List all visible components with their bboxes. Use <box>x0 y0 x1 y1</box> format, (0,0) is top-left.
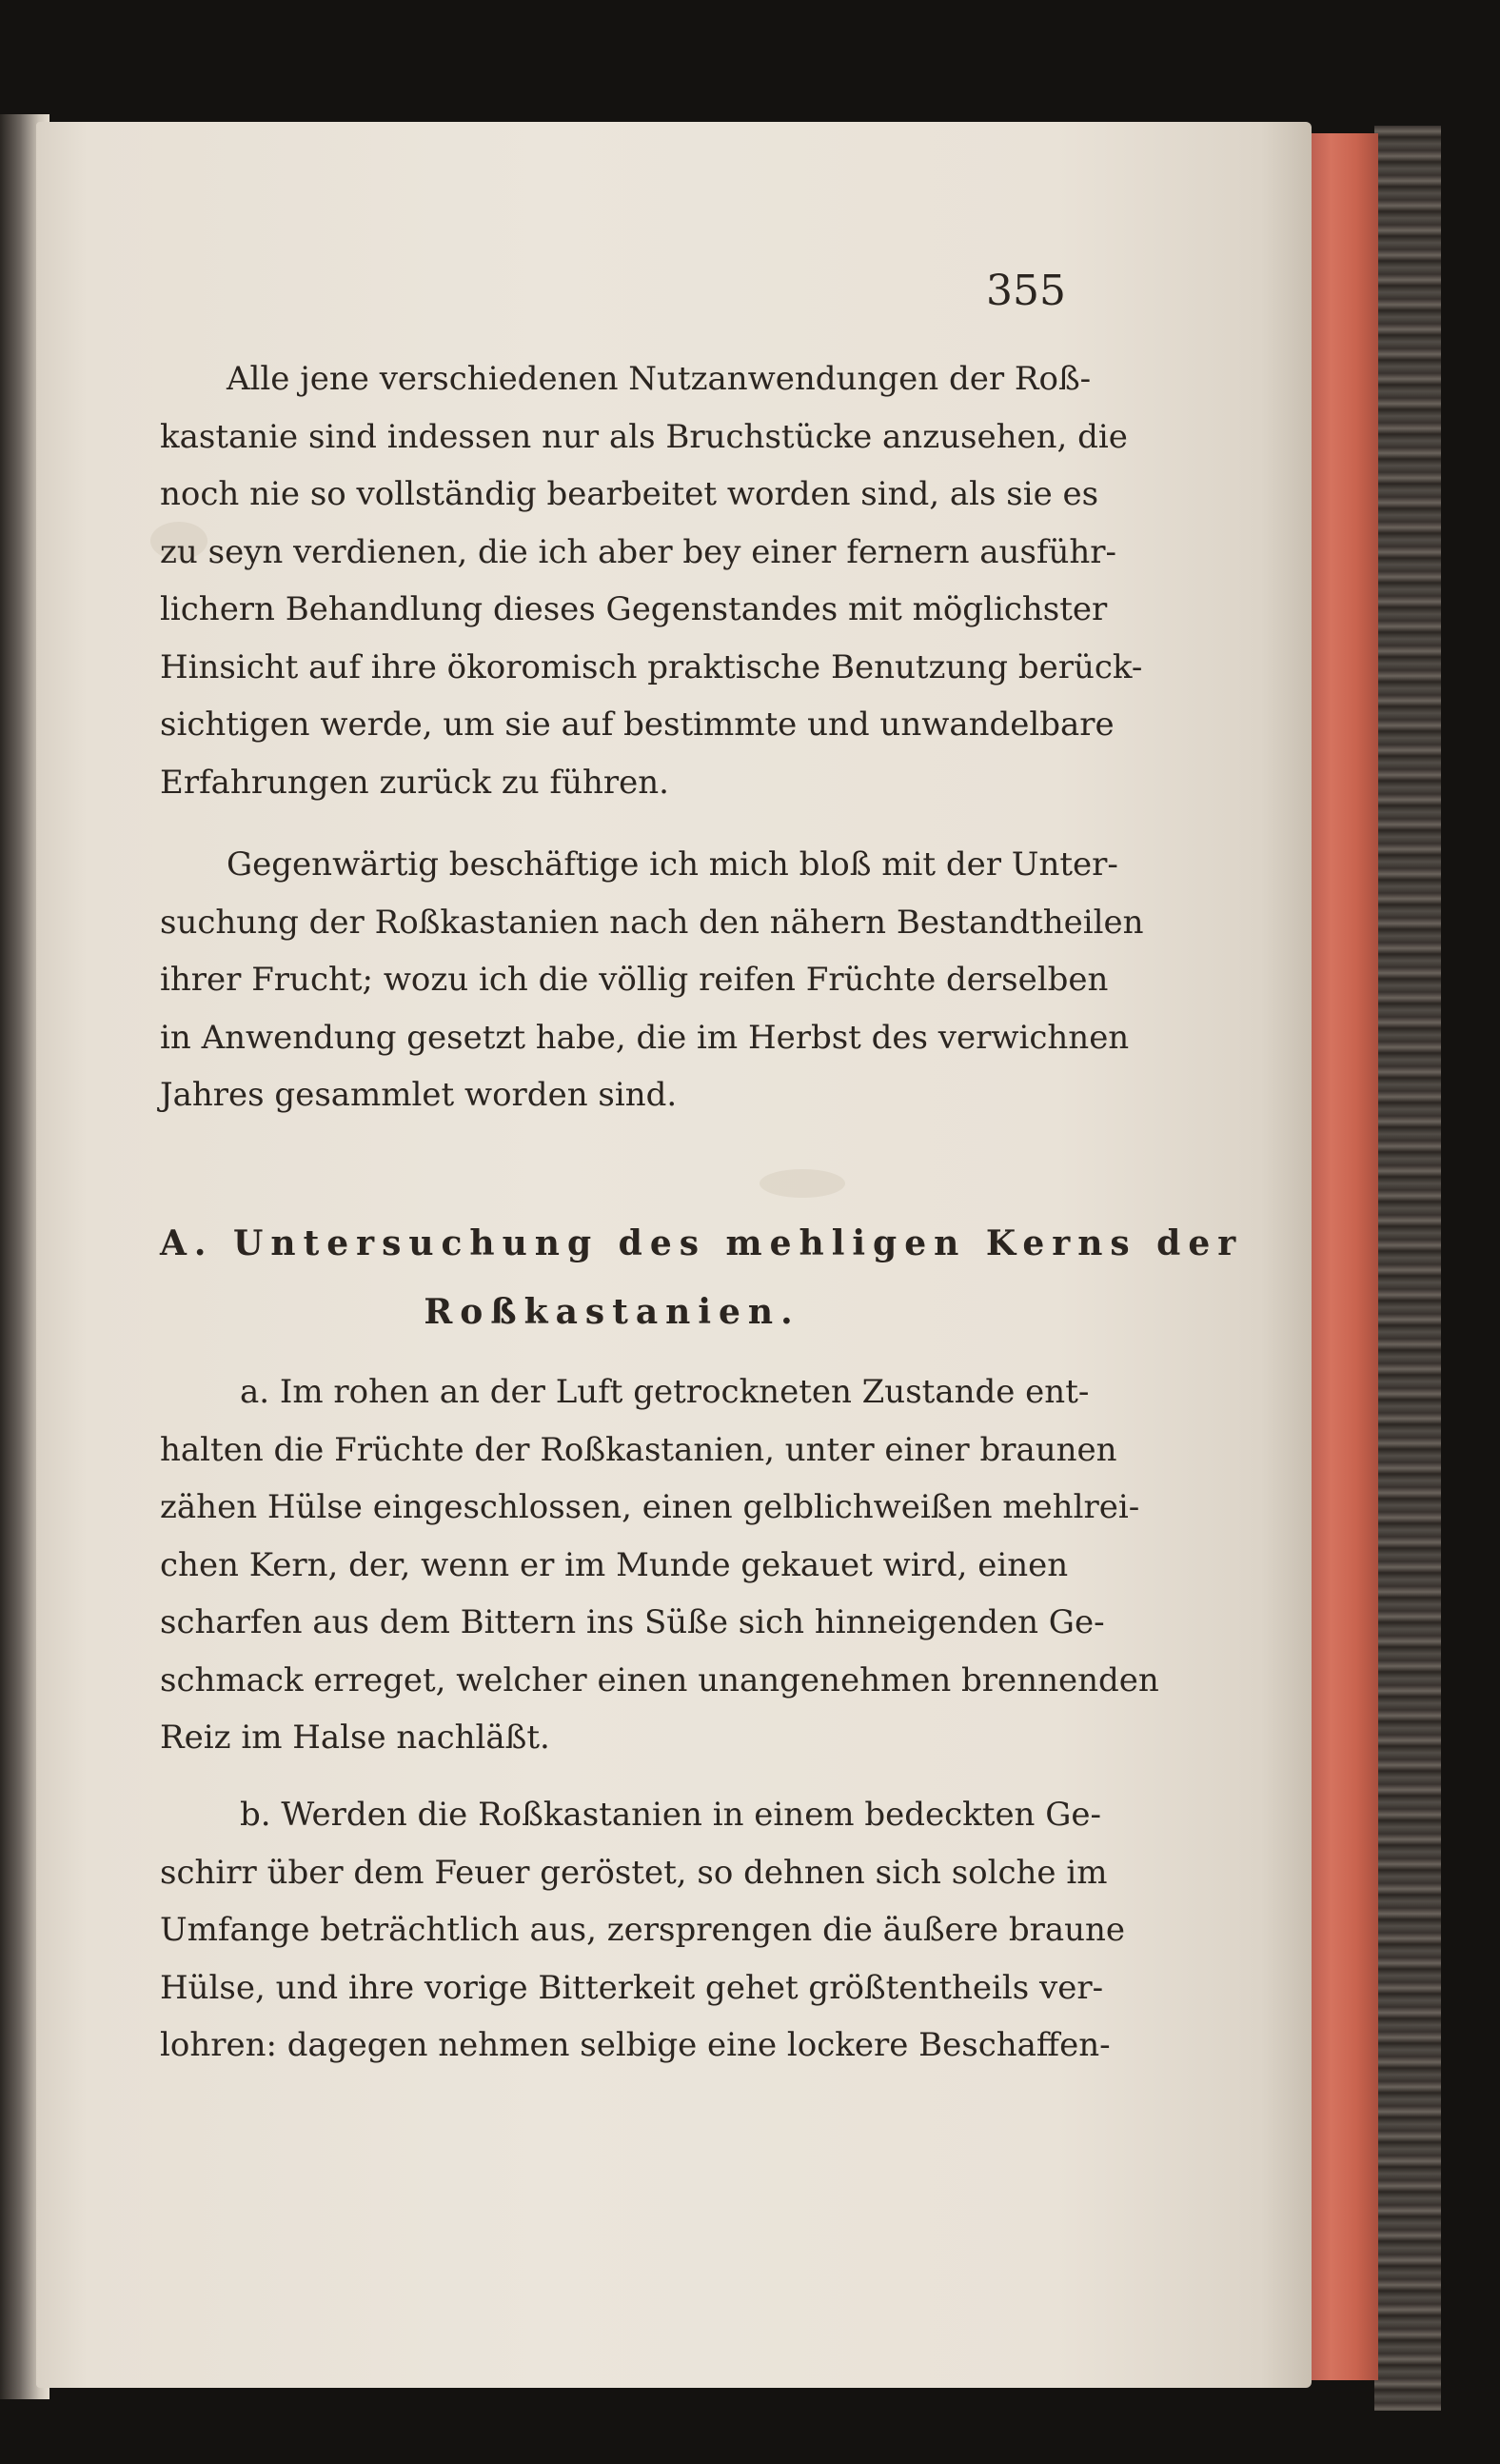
paper-stain <box>760 1169 845 1198</box>
red-page-edges <box>1306 133 1378 2380</box>
text-line: kastanie sind indessen nur als Bruchstücke anzusehen, die <box>160 417 1128 456</box>
heading-line: Roßkastanien. <box>424 1292 800 1332</box>
text-line: a. Im rohen an der Luft getrockneten Zustande ent- <box>240 1373 1090 1411</box>
text-line: halten die Früchte der Roßkastanien, unter einer braunen <box>160 1430 1117 1469</box>
text-line: zähen Hülse eingeschlossen, einen gelblichweißen mehlrei- <box>160 1488 1140 1526</box>
text-line: lohren: dagegen nehmen selbige eine lockere Beschaffen- <box>160 2026 1111 2064</box>
section-heading <box>160 1209 1244 1346</box>
text-line: scharfen aus dem Bittern ins Süße sich hinneigenden Ge- <box>160 1603 1105 1641</box>
text-line: noch nie so vollständig bearbeitet worden sind, als sie es <box>160 475 1099 513</box>
text-line: chen Kern, der, wenn er im Munde gekauet wird, einen <box>160 1545 1069 1584</box>
text-line: Reiz im Halse nachläßt. <box>160 1719 550 1757</box>
text-line: Hinsicht auf ihre ökoromisch praktische Benutzung berück- <box>160 647 1143 686</box>
text-line: zu seyn verdienen, die ich aber bey einer fernern ausführ- <box>160 532 1117 571</box>
text-line: suchung der Roßkastanien nach den nähern Bestandtheilen <box>160 903 1144 942</box>
text-line: sichtigen werde, um sie auf bestimmte und unwandelbare <box>160 705 1115 744</box>
page-number: 355 <box>986 267 1066 315</box>
text-line: Jahres gesammlet worden sind. <box>160 1076 678 1114</box>
text-line: in Anwendung gesetzt habe, die im Herbst des verwichnen <box>160 1018 1130 1057</box>
text-line: lichern Behandlung dieses Gegenstandes mit möglichster <box>160 590 1108 628</box>
text-line: schirr über dem Feuer geröstet, so dehnen sich solche im <box>160 1853 1108 1892</box>
text-line: Hülse, und ihre vorige Bitterkeit gehet größtentheils ver- <box>160 1968 1104 2007</box>
paragraph-a <box>160 1363 1159 1767</box>
text-line: Gegenwärtig beschäftige ich mich bloß mit der Unter- <box>227 845 1118 884</box>
book-cover-edge <box>1374 126 1441 2411</box>
text-line: b. Werden die Roßkastanien in einem bedeckten Ge- <box>240 1796 1102 1834</box>
text-line: ihrer Frucht; wozu ich die völlig reifen Früchte derselben <box>160 961 1109 999</box>
text-line: schmack erreget, welcher einen unangenehmen brennenden <box>160 1660 1159 1699</box>
text-line: Alle jene verschiedenen Nutzanwendungen der Roß- <box>227 360 1092 398</box>
paragraph-2 <box>160 836 1144 1124</box>
paragraph-1 <box>160 350 1143 811</box>
heading-line: A. Untersuchung des mehligen Kerns der <box>160 1223 1244 1263</box>
text-line: Umfange beträchtlich aus, zersprengen die äußere braune <box>160 1911 1126 1949</box>
paragraph-b <box>160 1786 1126 2075</box>
text-line: Erfahrungen zurück zu führen. <box>160 763 669 802</box>
